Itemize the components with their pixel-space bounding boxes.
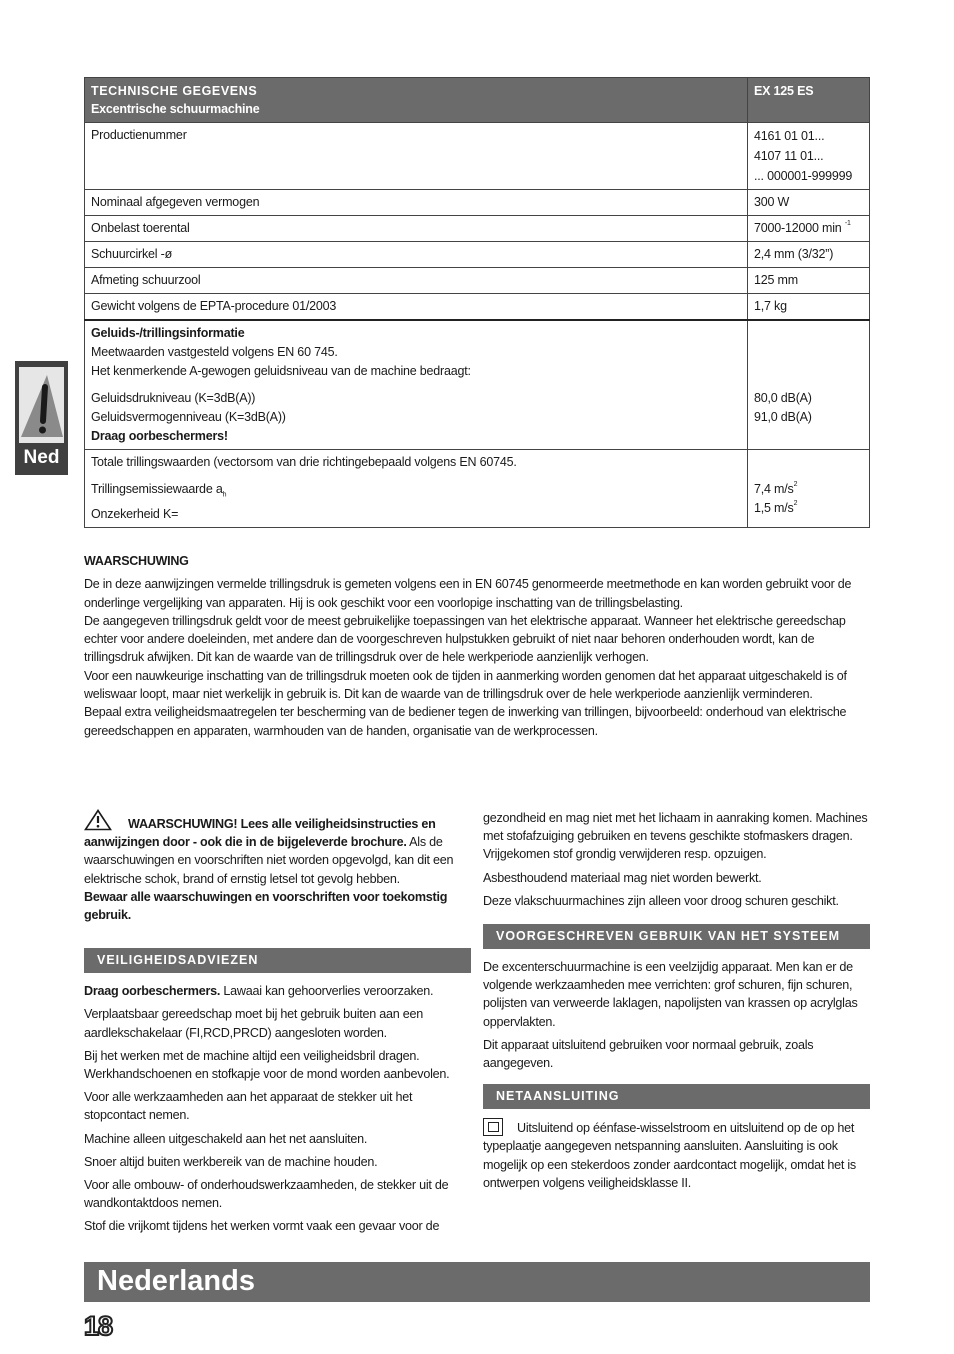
- vibration-emission-value: 7,4 m/s: [754, 482, 794, 496]
- list-item: Verplaatsbaar gereedschap moet bij het gebruik buiten aan een aardlekschakelaar (FI,RCD,PRCD) aangesloten worden.: [84, 1007, 424, 1040]
- row-label: Productienummer: [85, 123, 748, 190]
- language-title: Nederlands: [97, 1265, 255, 1297]
- emission-subscript: h: [222, 491, 227, 499]
- row-label: Schuurcirkel -ø: [85, 242, 748, 268]
- right-column: [483, 809, 870, 1197]
- list-item: Asbesthoudend materiaal mag niet worden bewerkt.: [483, 870, 762, 885]
- ear-protection-text: Lawaai kan gehoorverlies veroorzaken.: [220, 984, 434, 999]
- warning-title: WAARSCHUWING: [84, 554, 189, 568]
- vibration-warning-section: [84, 552, 874, 740]
- unit-superscript: 2: [793, 481, 798, 488]
- table-row: [85, 294, 870, 321]
- row-value: 1,7 kg: [748, 294, 870, 321]
- sound-pressure-label: Geluidsdrukniveau (K=3dB(A)): [91, 391, 256, 405]
- language-side-tab: [15, 361, 68, 475]
- section-header-mains-connection: NETAANSLUITING: [483, 1084, 870, 1109]
- row-label: Gewicht volgens de EPTA-procedure 01/2003: [85, 294, 748, 321]
- row-value: 125 mm: [748, 268, 870, 294]
- protection-class-ii-icon: [483, 1118, 503, 1136]
- technical-data-table: [84, 77, 870, 528]
- list-item: Stof die vrijkomt tijdens het werken vormt vaak een gevaar voor de: [84, 1219, 440, 1234]
- row-value: 300 W: [748, 190, 870, 216]
- row-label: Afmeting schuurzool: [85, 268, 748, 294]
- table-title: TECHNISCHE GEGEVENS: [91, 84, 258, 98]
- table-row: [85, 242, 870, 268]
- sound-power-label: Geluidsvermogenniveau (K=3dB(A)): [91, 410, 286, 424]
- safety-keep-notice: Bewaar alle waarschuwingen en voorschriften voor toekomstig gebruik.: [84, 889, 448, 923]
- noise-info-text: Meetwaarden vastgesteld volgens EN 60 745.: [91, 345, 338, 359]
- mains-connection-body: Uitsluitend op éénfase-wisselstroom en uitsluitend op de op het typeplaatje aangegeven netspanning aansluiten. Aansluiting is ook mogelijk op een stekerdoos zonder aardcontact mogelijk, omdat het is ontwerpen volgens veiligheidsklasse II.: [483, 1121, 856, 1190]
- list-item: gezondheid en mag niet met het lichaam in aanraking komen. Machines met stofafzuiging gebruiken en tevens geschikte stofmaskers dragen. Vrijgekomen stof grondig verwijderen resp. opzuigen.: [483, 811, 868, 862]
- warning-paragraph: De aangegeven trillingsdruk geldt voor de meest gebruikelijke toepassingen van het elektrische apparaat. Wanneer het elektrische gereedschap echter voor andere doeleinden, met andere dan de voorgeschreven hulpstukken gebruikt of niet naar behoren onderhouden wordt, kan de trillingsdruk afwijken. Dit kan de waarde van de trillingsdruk over de hele werkperiode aanzienlijk verhogen.: [84, 613, 846, 665]
- warning-paragraph: Bepaal extra veiligheidsmaatregelen ter bescherming van de bediener tegen de inwerking van trillingen, bijvoorbeeld: onderhoud van elektrische gereedschappen en apparaten, warmhouden van de handen, organisatie van de werkprocessen.: [84, 705, 847, 738]
- page-number: 18: [84, 1311, 113, 1341]
- warning-exclamation-icon: [19, 367, 64, 443]
- row-value: ... 000001-999999: [754, 169, 853, 183]
- row-value: 2,4 mm (3/32”): [748, 242, 870, 268]
- table-header-row: [85, 78, 870, 123]
- section-header-safety: VEILIGHEIDSADVIEZEN: [84, 948, 471, 973]
- safety-warning-bold: WAARSCHUWING! Lees alle veiligheidsinstructies en aanwijzingen door - ook die in de bijgeleverde brochure.: [84, 817, 436, 850]
- mains-connection-text: [483, 1118, 870, 1192]
- list-item: Machine alleen uitgeschakeld aan het net aansluiten.: [84, 1131, 368, 1146]
- language-footer-bar: [84, 1262, 870, 1302]
- table-row: [85, 268, 870, 294]
- ear-protection-bold: Draag oorbeschermers.: [84, 984, 221, 999]
- noise-info-text: Het kenmerkende A-gewogen geluidsniveau van de machine bedraagt:: [91, 364, 471, 378]
- noise-info-title: Geluids-/trillingsinformatie: [91, 326, 245, 340]
- list-item: Deze vlakschuurmachines zijn alleen voor droog schuren geschikt.: [483, 893, 839, 908]
- unit-superscript: 2: [793, 500, 798, 507]
- list-item: De excenterschuurmachine is een veelzijdig apparaat. Men kan er de volgende werkzaamheden mee verrichten: grof schuren, fijn schuren, polijsten van verweerde laklagen, napolijsten van krassen op acrylglas oppervlakten.: [483, 960, 858, 1029]
- ear-protection-notice: Draag oorbeschermers!: [91, 429, 228, 443]
- vibration-emission-label: Trillingsemissiewaarde a: [91, 482, 223, 496]
- table-row: [85, 216, 870, 242]
- sound-power-value: 91,0 dB(A): [754, 410, 812, 424]
- warning-triangle-icon: [84, 809, 112, 831]
- row-value: 7000-12000 min: [754, 221, 842, 235]
- uncertainty-label: Onzekerheid K=: [91, 506, 179, 521]
- warning-paragraph: De in deze aanwijzingen vermelde trillingsdruk is gemeten volgens een in EN 60745 genormeerde meetmethode en kan worden gebruikt voor de onderlinge vergelijking van apparaten. Hij is ook geschikt voor een voorlopige inschatting van de trillingsbelasting.: [84, 577, 852, 610]
- list-item: [84, 982, 471, 1000]
- row-label: Onbelast toerental: [85, 216, 748, 242]
- list-item: Voor alle ombouw- of onderhoudswerkzaamheden, de stekker uit de wandkontaktdoos nemen.: [84, 1178, 449, 1211]
- uncertainty-value: 1,5 m/s: [754, 501, 794, 515]
- table-row: [85, 190, 870, 216]
- vibration-info-row: [85, 450, 870, 528]
- sound-pressure-value: 80,0 dB(A): [754, 391, 812, 405]
- model-name: EX 125 ES: [748, 78, 870, 123]
- unit-superscript: -1: [844, 220, 851, 227]
- list-item: Snoer altijd buiten werkbereik van de machine houden.: [84, 1154, 378, 1169]
- list-item: Bij het werken met de machine altijd een veiligheidsbril dragen. Werkhandschoenen en stofkapje voor de mond worden aanbevolen.: [84, 1048, 450, 1082]
- noise-info-row: [85, 320, 870, 450]
- safety-warning-text: Als de waarschuwingen en voorschriften niet worden opgevolgd, kan dit een elektrische schok, brand of ernstig letsel tot gevolg hebben.: [84, 835, 454, 886]
- list-item: Voor alle werkzaamheden aan het apparaat de stekker uit het stopcontact nemen.: [84, 1090, 413, 1123]
- table-subtitle: Excentrische schuurmachine: [91, 102, 260, 116]
- row-value: 4161 01 01...: [754, 129, 825, 143]
- general-safety-warning: [84, 809, 471, 924]
- row-value: 4107 11 01...: [754, 149, 824, 163]
- vibration-intro: Totale trillingswaarden (vectorsom van drie richtingebepaald volgens EN 60745.: [91, 455, 517, 469]
- row-label: Nominaal afgegeven vermogen: [85, 190, 748, 216]
- section-header-intended-use: VOORGESCHREVEN GEBRUIK VAN HET SYSTEEM: [483, 924, 870, 949]
- side-tab-label: Ned: [23, 447, 60, 468]
- table-row: [85, 123, 870, 190]
- left-column: [84, 809, 471, 1241]
- warning-paragraph: Voor een nauwkeurige inschatting van de trillingsdruk moeten ook de tijden in aanmerking worden genomen dat het apparaat uitgeschakeld is of weliswaar loopt, maar niet werkelijk in gebruik is. Dit kan de waarde van de trillingsdruk over de hele werkperiode aanzienlijk verminderen.: [84, 668, 847, 702]
- list-item: Dit apparaat uitsluitend gebruiken voor normaal gebruik, zoals aangegeven.: [483, 1037, 814, 1071]
